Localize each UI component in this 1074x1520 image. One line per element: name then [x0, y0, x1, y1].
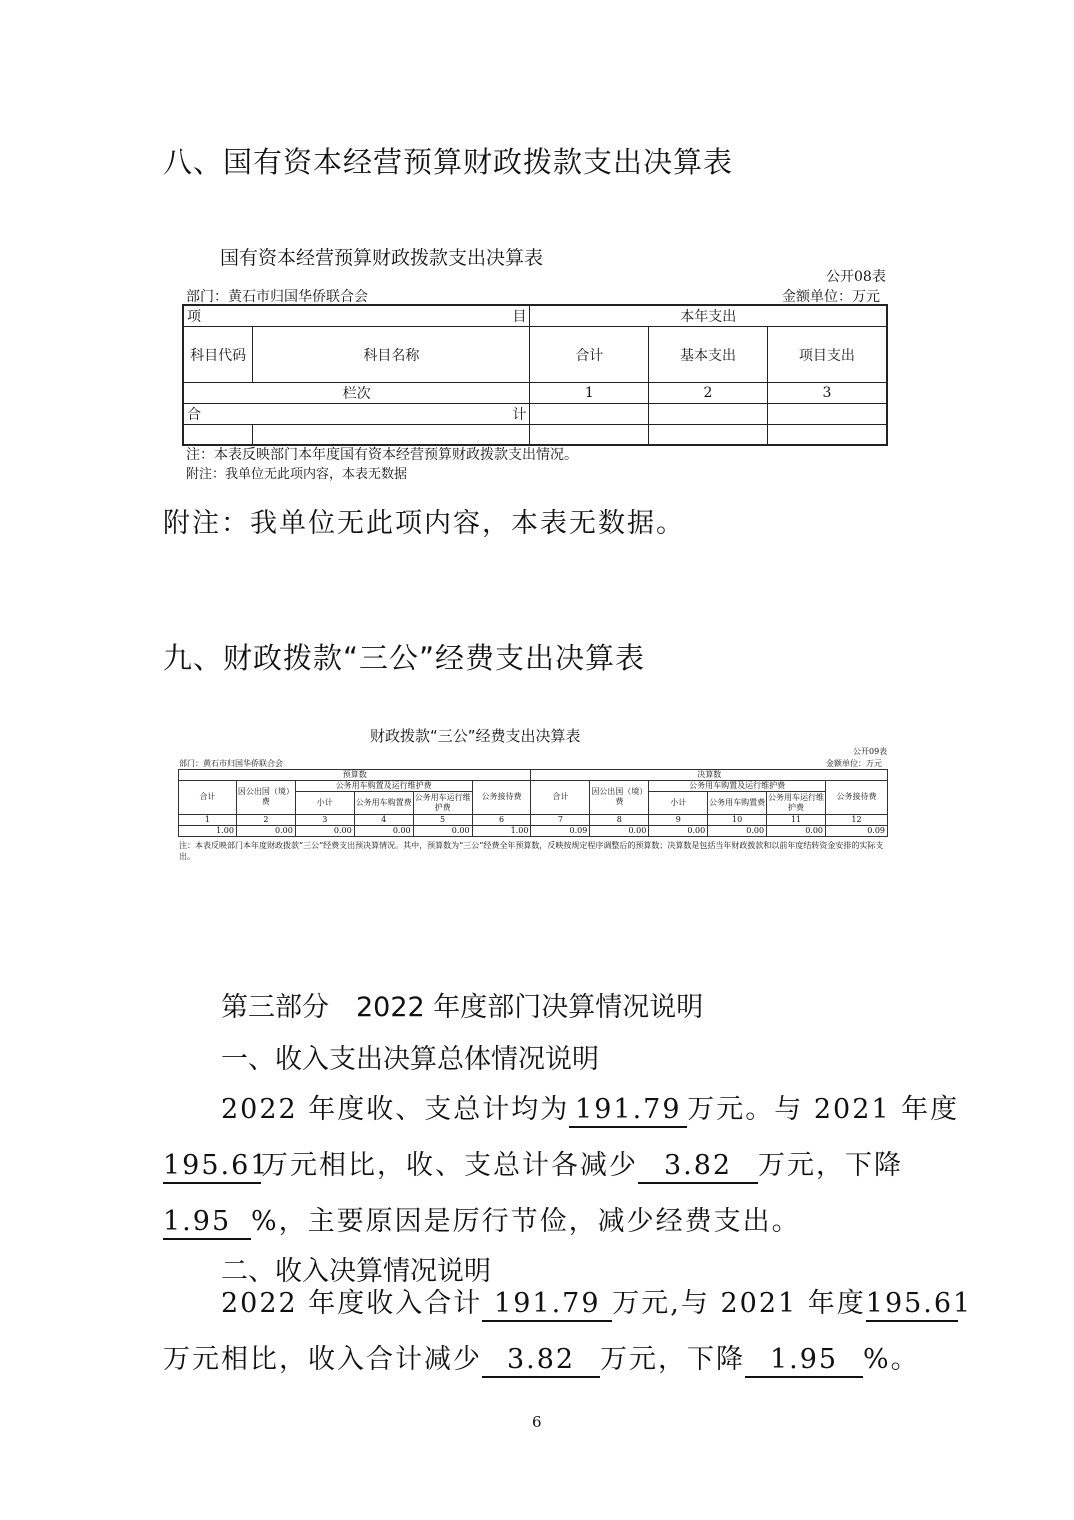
table1-header-project: 项目支出 [767, 327, 887, 383]
table1 [182, 304, 888, 446]
table1-empty-cell [253, 425, 530, 445]
table2-lanci: 11 [767, 814, 826, 825]
table2 [178, 769, 888, 837]
table1-empty-cell [183, 425, 253, 445]
table2-value: 0.09 [826, 825, 888, 836]
table2-h-car-run: 公务用车运行维护费 [413, 792, 472, 814]
income-2021: 195.61 [866, 1288, 958, 1322]
table2-h-car-buy: 公务用车购置费 [354, 792, 413, 814]
value-percent: 1.95 [163, 1206, 251, 1240]
table2-lanci: 5 [413, 814, 472, 825]
table1-basic-cell [649, 404, 768, 425]
table1-empty-cell [767, 425, 887, 445]
income-decrease: 3.82 [482, 1344, 600, 1378]
section8-heading: 八、国有资本经营预算财政拨款支出决算表 [163, 145, 734, 179]
income-2022: 191.79 [482, 1288, 612, 1322]
part3-sub1: 一、收入支出决算总体情况说明 [221, 1044, 599, 1075]
table2-value: 0.00 [708, 825, 767, 836]
table2-unit: 金额单位：万元 [826, 759, 882, 768]
table2-value: 0.00 [413, 825, 472, 836]
table1-unit: 金额单位：万元 [782, 289, 880, 305]
table1-lanci-label: 栏次 [183, 383, 530, 404]
table2-car-group: 公务用车购置及运行维护费 [295, 781, 472, 792]
table2-budget-header: 预算数 [179, 770, 531, 781]
section9-heading: 九、财政拨款“三公”经费支出决算表 [163, 641, 646, 675]
table2-final-header: 决算数 [531, 770, 888, 781]
part3-title: 第三部分 2022 年度部门决算情况说明 [221, 992, 704, 1023]
table2-dept: 部门：黄石市归国华侨联合会 [179, 759, 283, 768]
table2-value: 0.00 [295, 825, 354, 836]
table1-note: 注：本表反映部门本年度国有资本经营预算财政拨款支出情况。 [186, 447, 578, 463]
table2-value: 1.00 [179, 825, 237, 836]
income-percent: 1.95 [745, 1344, 863, 1378]
section8-remark: 附注：我单位无此项内容，本表无数据。 [163, 508, 685, 539]
value-total-2021: 195.61 [163, 1150, 261, 1184]
table2-value: 0.00 [767, 825, 826, 836]
table2-title: 财政拨款“三公”经费支出决算表 [370, 727, 581, 745]
table1-header-name: 科目名称 [253, 327, 530, 383]
table2-value: 0.00 [236, 825, 295, 836]
table2-lanci: 10 [708, 814, 767, 825]
table2-h-subtotal: 小计 [649, 792, 708, 814]
table1-total-label: 合 计 [183, 404, 530, 425]
table2-value: 0.00 [649, 825, 708, 836]
table2-value: 0.09 [531, 825, 590, 836]
table2-note: 注：本表反映部门本年度财政拨款“三公”经费支出预决算情况。其中，预算数为“三公”经费全年预算数，反映按规定程序调整后的预算数；决算数是包括当年财政拨款和以前年度结转资金安排的实际支出。 [179, 841, 884, 861]
part3-sub2: 二、收入决算情况说明 [221, 1256, 491, 1287]
table2-value: 1.00 [472, 825, 531, 836]
table1-lanci-1: 1 [530, 383, 649, 404]
table1-dept: 部门：黄石市归国华侨联合会 [186, 289, 368, 305]
table1-empty-cell [530, 425, 649, 445]
table2-lanci: 1 [179, 814, 237, 825]
part3-paragraph1: 2022 年度收、支总计均为 191.79 万元。与 2021 年度 195.61万元相比，收、支总计各减少 3.82 万元，下降 1.95 %，主要原因是厉行节俭，减少经费支出。 [163, 1082, 923, 1250]
table2-h-total: 合计 [179, 781, 237, 814]
table1-lanci-3: 3 [767, 383, 887, 404]
table2-h-subtotal: 小计 [295, 792, 354, 814]
part3-paragraph2: 2022 年度收入合计 191.79 万元,与 2021 年度195.61 万元相比，收入合计减少 3.82 万元，下降 1.95 %。 [163, 1276, 933, 1388]
table2-value: 0.00 [590, 825, 649, 836]
table2-lanci: 6 [472, 814, 531, 825]
table2-lanci: 2 [236, 814, 295, 825]
table1-total-cell [530, 404, 649, 425]
table1-lanci-2: 2 [649, 383, 768, 404]
table2-lanci: 9 [649, 814, 708, 825]
table1-title: 国有资本经营预算财政拨款支出决算表 [220, 247, 544, 269]
value-decrease: 3.82 [638, 1150, 758, 1184]
table2-lanci: 4 [354, 814, 413, 825]
table2-h-recept: 公务接待费 [826, 781, 888, 814]
table2-h-recept: 公务接待费 [472, 781, 531, 814]
table2-h-car-run: 公务用车运行维护费 [767, 792, 826, 814]
table2-lanci: 7 [531, 814, 590, 825]
page-number: 6 [532, 1413, 542, 1431]
table2-value: 0.00 [354, 825, 413, 836]
table2-h-abroad: 因公出国（境）费 [236, 781, 295, 814]
value-total-2022: 191.79 [569, 1094, 687, 1128]
table2-lanci: 8 [590, 814, 649, 825]
table2-lanci: 12 [826, 814, 888, 825]
table1-header-xiangmu: 项 目 [183, 305, 530, 327]
table1-header-basic: 基本支出 [649, 327, 768, 383]
table1-header-this-year: 本年支出 [530, 305, 887, 327]
table1-note2: 附注：我单位无此项内容，本表无数据 [186, 467, 408, 482]
table1-empty-cell [649, 425, 768, 445]
table2-car-group: 公务用车购置及运行维护费 [649, 781, 826, 792]
table1-project-cell [767, 404, 887, 425]
table1-header-total: 合计 [530, 327, 649, 383]
table2-h-car-buy: 公务用车购置费 [708, 792, 767, 814]
table1-code: 公开08表 [826, 269, 886, 285]
table1-header-code: 科目代码 [183, 327, 253, 383]
table2-code: 公开09表 [853, 747, 888, 756]
table2-lanci: 3 [295, 814, 354, 825]
table2-h-abroad: 因公出国（境）费 [590, 781, 649, 814]
table2-h-total: 合计 [531, 781, 590, 814]
